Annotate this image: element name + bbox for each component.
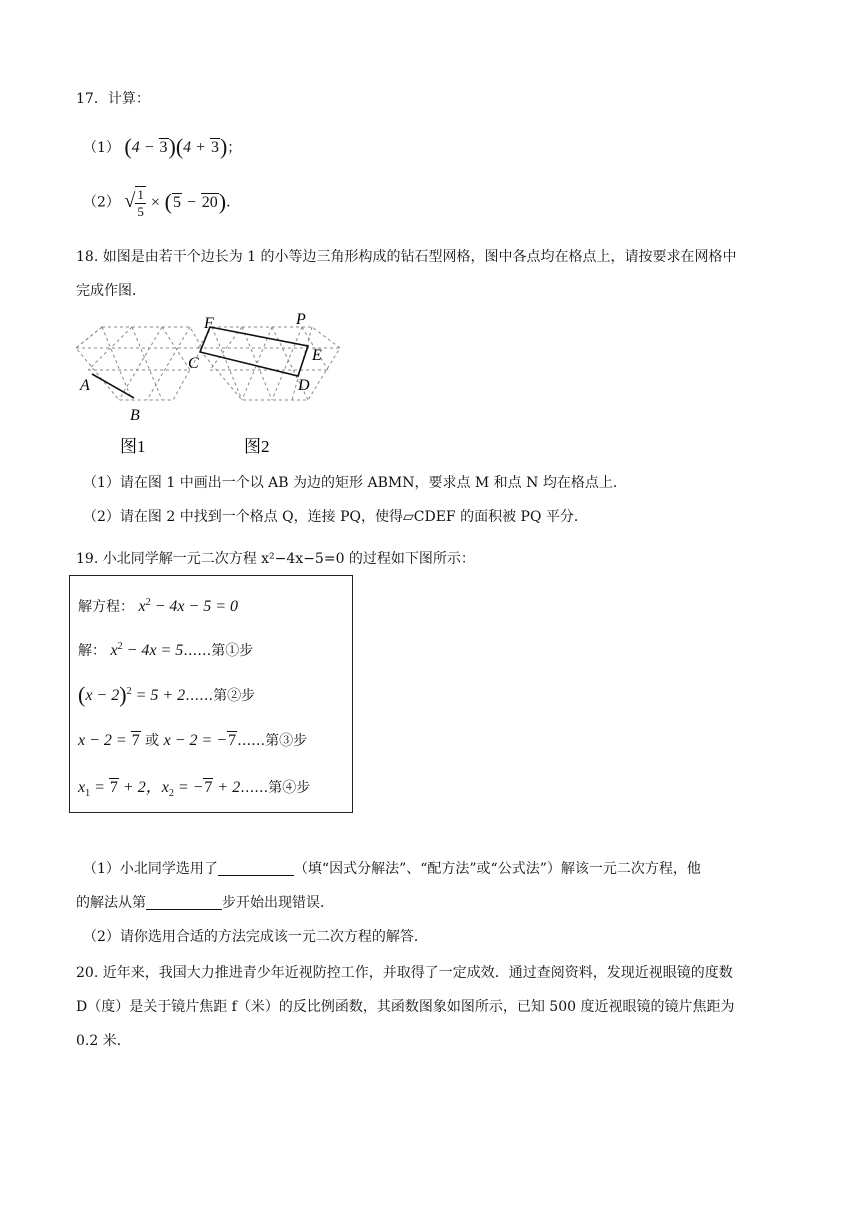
q18-part2: （2）请在图 2 中找到一个格点 Q，连接 PQ，使得▱CDEF 的面积被 PQ 平分． [83, 509, 588, 525]
q18-line2: 完成作图． [76, 283, 146, 299]
q20-line1: 20. 近年来，我国大力推进青少年近视防控工作，并取得了一定成效．通过查阅资料，发现近视眼镜的度数 [76, 965, 733, 981]
figure2-caption: 图2 [244, 437, 270, 456]
q17-part2: （2） √ $\frac{1}{5}$ × (5 − 20)． [83, 187, 241, 219]
figure1-caption: 图1 [120, 437, 146, 456]
q17-heading: 17．计算： [76, 91, 150, 107]
solution-box [69, 575, 353, 813]
q19-part1-line2: 的解法从第 步开始出现错误． [76, 895, 334, 911]
point-e-label: E [312, 347, 322, 364]
point-f-label: F [204, 315, 214, 332]
q20-line2: D（度）是关于镜片焦距 f（米）的反比例函数，其函数图象如图所示，已知 500 度近视眼镜的镜片焦距为 [76, 999, 735, 1015]
solution-step-2: $(x - 2)^2 = 5$ + 2……第②步 [78, 682, 256, 707]
point-d-label: D [298, 377, 310, 394]
point-c-label: C [188, 355, 199, 372]
point-b-label: B [130, 407, 140, 424]
point-a-label: A [80, 377, 90, 394]
solution-step-1: 解： $x^2 - 4x$ = 5……第①步 [78, 641, 254, 659]
answer-blank-method[interactable] [218, 861, 294, 876]
point-p-label: P [296, 311, 306, 328]
solution-step-4: $x_1 = 7 + 2$，$x_2 = -7$ + 2……第④步 [78, 779, 311, 799]
q17-part1-label: （1） [83, 140, 120, 156]
q19-intro: 19. 小北同学解一元二次方程 x²−4x−5=0 的过程如下图所示： [76, 551, 475, 567]
q17-part2-label: （2） [83, 194, 120, 211]
solution-step-3: x − 2 = 7 或 x − 2 = −7……第③步 [78, 732, 308, 749]
answer-blank-step[interactable] [146, 895, 222, 910]
q19-part1-line1: （1）小北同学选用了 （填“因式分解法”、“配方法”或“公式法”）解该一元二次方程，他 [83, 861, 701, 877]
q19-part2: （2）请你选用合适的方法完成该一元二次方程的解答． [83, 929, 428, 945]
q18-part1: （1）请在图 1 中画出一个以 AB 为边的矩形 ABMN，要求点 M 和点 N 均在格点上． [83, 475, 627, 491]
q18-figures [72, 310, 352, 460]
q17-part2-expression: √ $\frac{1}{5}$ × (5 − 20) [124, 187, 227, 219]
q17-part1: （1） (4 − 3)(4 + 3)； [83, 134, 242, 159]
q18-line1: 18. 如图是由若干个边长为 1 的小等边三角形构成的钻石型网格，图中各点均在格点上，请按要求在网格中 [76, 249, 737, 265]
q20-line3: 0.2 米． [76, 1033, 131, 1049]
q17-part1-expression: (4 − 3)(4 + 3) [124, 134, 228, 159]
solution-title: 解方程： $x^2 - 4x - 5 = 0$ [78, 597, 239, 615]
